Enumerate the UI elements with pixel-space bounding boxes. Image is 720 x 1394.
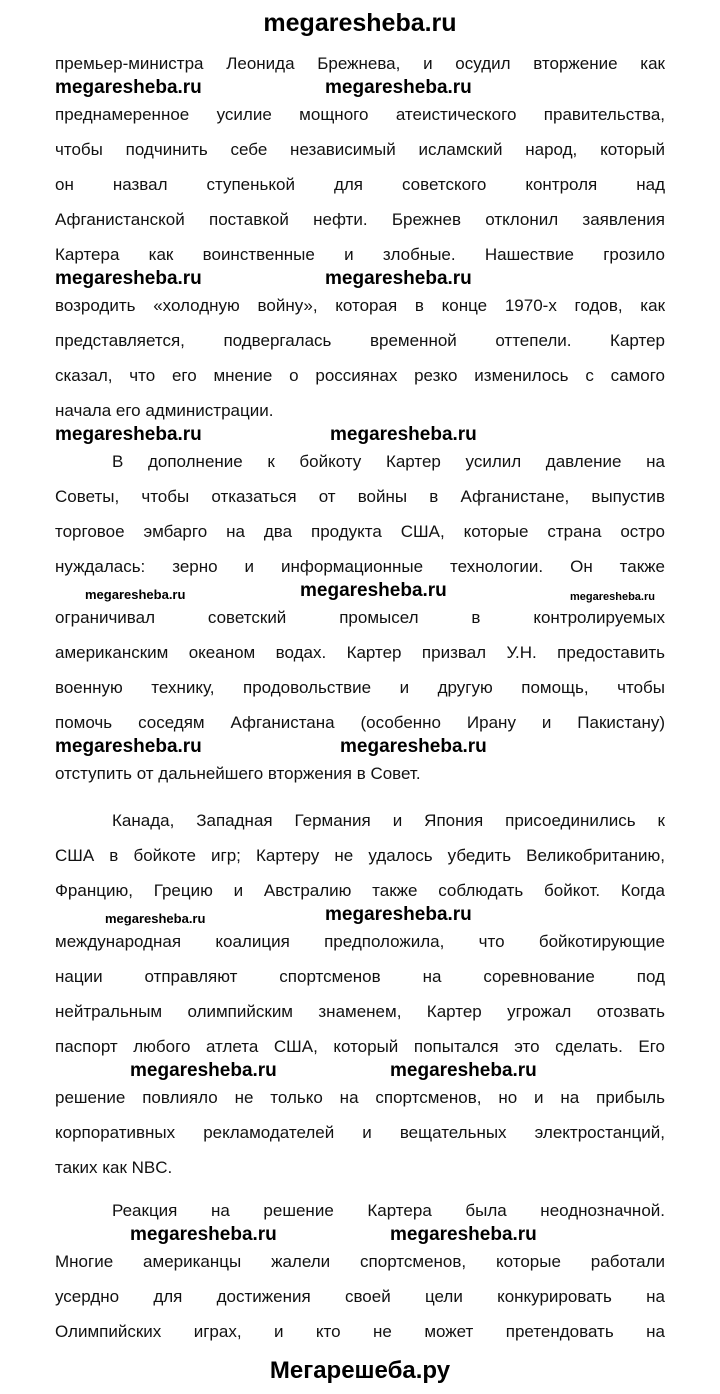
watermark-text: megaresheba.ru <box>570 591 655 603</box>
text-line: сказал, что его мнение о россиянах резко изменилось с самого <box>55 366 665 385</box>
text-line: представляется, подвергалась временной оттепели. Картер <box>55 331 665 350</box>
text-line: премьер-министра Леонида Брежнева, и осудил вторжение как <box>55 54 665 73</box>
text-line: отступить от дальнейшего вторжения в Совет. <box>55 764 421 783</box>
text-line: корпоративных рекламодателей и вещательных электростанций, <box>55 1123 665 1142</box>
text-line: нейтральным олимпийским знаменем, Картер угрожал отозвать <box>55 1002 665 1021</box>
text-line: Реакция на решение Картера была неоднозначной. <box>112 1201 665 1220</box>
text-line: США в бойкоте игр; Картеру не удалось убедить Великобританию, <box>55 846 665 865</box>
watermark-row <box>55 424 665 445</box>
watermark-row <box>55 904 665 926</box>
watermark-text: megaresheba.ru <box>340 736 487 757</box>
watermark-row <box>55 1060 665 1081</box>
text-line: нуждалась: зерно и информационные технологии. Он также <box>55 557 665 576</box>
text-line: Олимпийских играх, и кто не может претендовать на <box>55 1322 665 1341</box>
paragraph-gap <box>55 791 665 803</box>
watermark-text: megaresheba.ru <box>55 424 202 445</box>
watermark-text: megaresheba.ru <box>390 1060 537 1081</box>
watermark-text: megaresheba.ru <box>55 77 202 98</box>
paragraph-gap <box>55 1185 665 1193</box>
watermark-text: megaresheba.ru <box>300 580 447 601</box>
watermark-row <box>55 77 665 98</box>
text-line: он назвал ступенькой для советского контроля над <box>55 175 665 194</box>
watermark-row <box>55 268 665 289</box>
text-line: торговое эмбарго на два продукта США, которые страна остро <box>55 522 665 541</box>
text-line: Канада, Западная Германия и Япония присоединились к <box>112 811 665 830</box>
text-line: усердно для достижения своей цели конкурировать на <box>55 1287 665 1306</box>
watermark-text: megaresheba.ru <box>325 77 472 98</box>
text-line: В дополнение к бойкоту Картер усилил давление на <box>112 452 665 471</box>
watermark-text: megaresheba.ru <box>325 904 472 925</box>
text-line: Советы, чтобы отказаться от войны в Афганистане, выпустив <box>55 487 665 506</box>
watermark-text: megaresheba.ru <box>325 268 472 289</box>
text-line: ограничивал советский промысел в контролируемых <box>55 608 665 627</box>
watermark-text: megaresheba.ru <box>105 911 206 926</box>
watermark-text: megaresheba.ru <box>390 1224 537 1245</box>
watermark-text: megaresheba.ru <box>130 1224 277 1245</box>
watermark-text: megaresheba.ru <box>85 587 186 602</box>
text-line: международная коалиция предположила, что бойкотирующие <box>55 932 665 951</box>
text-line: начала его администрации. <box>55 401 274 420</box>
text-line: паспорт любого атлета США, который попытался это сделать. Его <box>55 1037 665 1056</box>
watermark-row <box>55 1224 665 1245</box>
text-line: таких как NBC. <box>55 1158 173 1177</box>
text-line: военную технику, продовольствие и другую помощь, чтобы <box>55 678 665 697</box>
text-line: чтобы подчинить себе независимый исламский народ, который <box>55 140 665 159</box>
watermark-row <box>55 736 665 757</box>
site-footer-watermark: Мегарешеба.ру <box>269 1357 451 1384</box>
text-line: Афганистанской поставкой нефти. Брежнев отклонил заявления <box>55 210 665 229</box>
text-line: решение повлияло не только на спортсменов, но и на прибыль <box>55 1088 665 1107</box>
text-line: Многие американцы жалели спортсменов, которые работали <box>55 1252 665 1271</box>
watermark-text: megaresheba.ru <box>55 736 202 757</box>
watermark-text: megaresheba.ru <box>130 1060 277 1081</box>
site-header-watermark: megaresheba.ru <box>263 9 457 37</box>
watermark-text: megaresheba.ru <box>55 268 202 289</box>
text-line: помочь соседям Афганистана (особенно Ирану и Пакистану) <box>55 713 665 732</box>
watermark-row <box>55 580 665 603</box>
watermark-text: megaresheba.ru <box>330 424 477 445</box>
text-line: возродить «холодную войну», которая в конце 1970-х годов, как <box>55 296 665 315</box>
text-line: нации отправляют спортсменов на соревнование под <box>55 967 665 986</box>
text-line: преднамеренное усилие мощного атеистического правительства, <box>55 105 665 124</box>
text-line: Картера как воинственные и злобные. Нашествие грозило <box>55 245 665 264</box>
text-line: Францию, Грецию и Австралию также соблюдать бойкот. Когда <box>55 881 665 900</box>
text-line: американским океаном водах. Картер призвал У.Н. предоставить <box>55 643 665 662</box>
